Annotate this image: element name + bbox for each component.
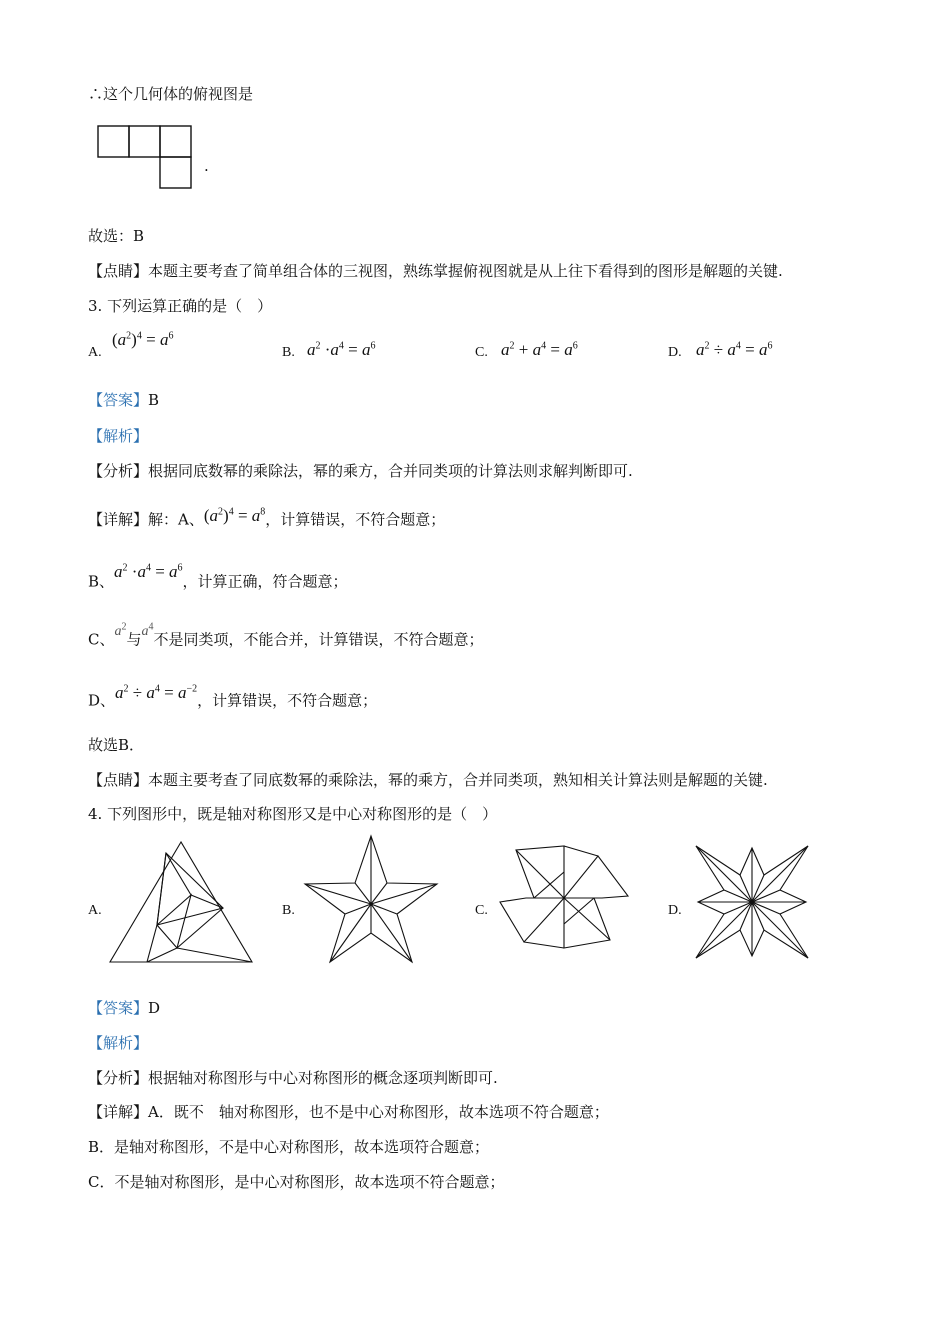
q4-detail-a: 【详解】A．既不 轴对称图形，也不是中心对称图形，故本选项不符合题意； (88, 1103, 609, 1121)
top-view-square-2 (129, 126, 160, 157)
q3-answer (88, 390, 159, 410)
q3-detail-b-suffix: ，计算正确，符合题意； (182, 572, 348, 591)
q3-answer-tag: 【答案】 (88, 391, 149, 409)
q3-detail-a-prefix: 【详解】解：A、 (88, 510, 204, 529)
q3-analysis-tag: 【解析】 (88, 427, 149, 445)
q3-fenxi: 【分析】根据同底数幂的乘除法，幂的乘方，合并同类项的计算法则求解判断即可. (88, 462, 633, 480)
q3-choice: 故选B． (88, 736, 145, 754)
q3-option-b-label: B. (282, 345, 295, 360)
q4-analysis-tag: 【解析】 (88, 1034, 149, 1052)
q3-detail-c-mid: 与 (126, 630, 142, 649)
q3-detail-d-expr: $a^2 \div a^4 = a^{-2}$ (115, 682, 198, 702)
intro-line: ∴这个几何体的俯视图是 (88, 85, 254, 103)
q2-tip: 【点睛】本题主要考查了简单组合体的三视图，熟练掌握俯视图就是从上往下看得到的图形是解题的关键. (88, 262, 783, 280)
top-view-square-4 (160, 157, 191, 188)
q4-figure-a (106, 838, 256, 968)
q4-answer-tag: 【答案】 (88, 999, 149, 1017)
q3-detail-d-prefix: D、 (88, 691, 116, 710)
q3-detail-a-expr: $(a^2)^4 = a^8$ (203, 505, 266, 525)
q4-stem: 4. 下列图形中，既是轴对称图形又是中心对称图形的是（ ） (88, 805, 498, 823)
q3-option-c-expr: $a^2 + a^4 = a^6$ (501, 340, 578, 359)
q4-option-a-label: A. (88, 903, 102, 918)
q3-detail-a-suffix: ，计算错误，不符合题意； (265, 510, 446, 529)
top-view-period: . (204, 157, 209, 175)
q3-option-a-expr: $(a^2)^4 = a^6$ (112, 330, 174, 349)
q3-tip: 【点睛】本题主要考查了同底数幂的乘除法，幂的乘方，合并同类项，熟知相关计算法则是解题的关键. (88, 771, 768, 789)
q3-detail-b-expr: $a^2 \cdot a^4 = a^6$ (114, 561, 183, 581)
q4-fenxi: 【分析】根据轴对称图形与中心对称图形的概念逐项判断即可. (88, 1069, 498, 1087)
q4-detail-c: C．不是轴对称图形，是中心对称图形，故本选项不符合题意； (88, 1173, 505, 1191)
q3-option-a-label: A. (88, 345, 102, 360)
q4-detail-b: B．是轴对称图形，不是中心对称图形，故本选项符合题意； (88, 1138, 490, 1156)
q3-detail-c (88, 621, 484, 652)
q3-option-d-label: D. (668, 345, 682, 360)
q3-option-c-label: C. (475, 345, 488, 360)
q3-detail-a (88, 506, 445, 530)
q4-answer (88, 998, 160, 1018)
top-view-square-1 (98, 126, 129, 157)
q4-option-c-label: C. (475, 903, 488, 918)
top-view-square-3 (160, 126, 191, 157)
q4-figure-b (300, 832, 442, 968)
q3-detail-d-suffix: ，计算错误，不符合题意； (197, 691, 378, 710)
q4-option-b-label: B. (282, 903, 295, 918)
q3-detail-c-prefix: C、 (88, 630, 115, 649)
q3-stem: 3. 下列运算正确的是（ ） (88, 297, 273, 315)
q3-detail-b-prefix: B、 (88, 572, 115, 591)
q3-option-b-expr: $a^2 \cdot a^4 = a^6$ (307, 340, 376, 359)
q3-answer-value: B (148, 391, 160, 409)
q3-detail-c-expr-2: $a^4$ (141, 621, 154, 639)
top-view-figure (96, 124, 196, 190)
q2-choice: 故选：B (88, 227, 145, 245)
q3-option-d-expr: $a^2 \div a^4 = a^6$ (696, 340, 773, 359)
q3-detail-c-expr-1: $a^2$ (114, 621, 127, 639)
q4-answer-value: D (148, 999, 161, 1017)
q3-detail-b (88, 561, 348, 592)
q4-figure-c (494, 836, 634, 966)
q3-detail-d (88, 682, 378, 711)
q4-figure-d (690, 840, 814, 964)
q4-option-d-label: D. (668, 903, 682, 918)
q3-detail-c-suffix: 不是同类项，不能合并，计算错误，不符合题意； (153, 630, 484, 649)
